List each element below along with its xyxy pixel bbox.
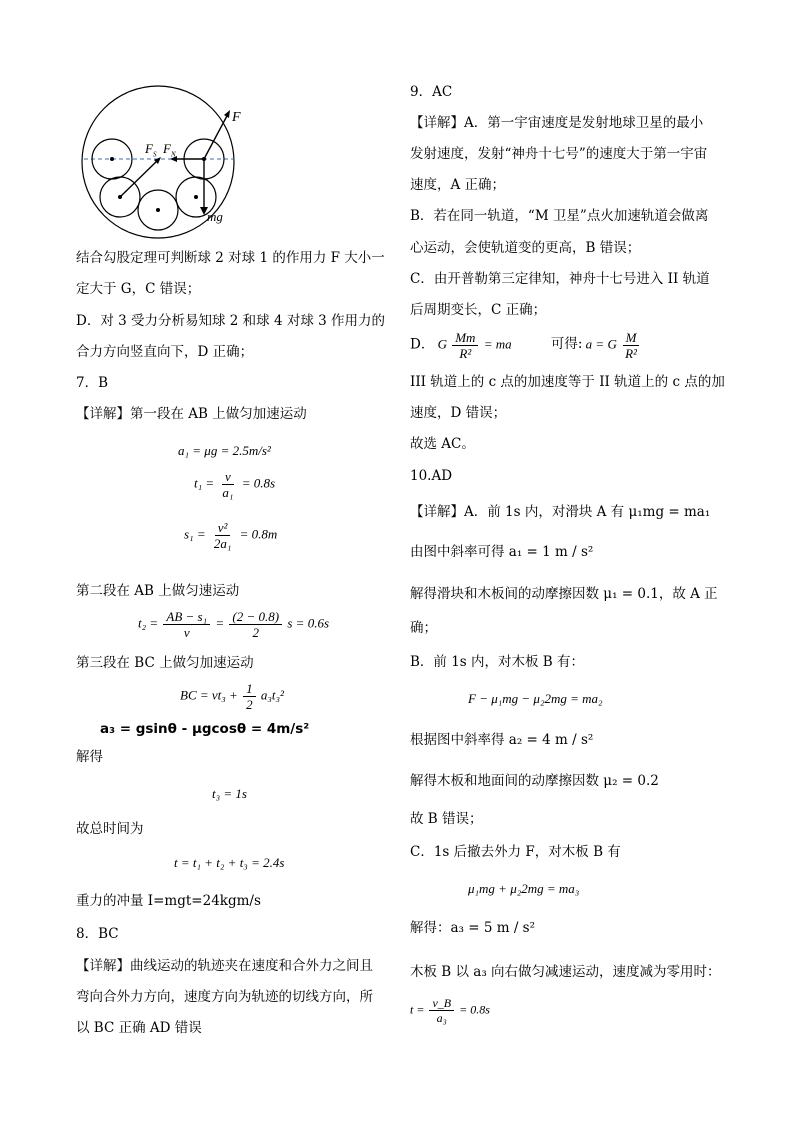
text-line: 解得滑块和木板间的动摩擦因数 μ₁ = 0.1，故 A 正 xyxy=(410,586,718,602)
text-line: B．前 1s 内，对木板 B 有： xyxy=(410,654,585,670)
text-line: 定大于 G，C 错误； xyxy=(76,281,201,297)
text-line: 结合勾股定理可判断球 2 对球 1 的作用力 F 大小一 xyxy=(76,250,385,266)
label-mg: mg xyxy=(207,209,223,224)
question-8: 8．BC xyxy=(76,926,119,942)
text-line: 【详解】A．第一宇宙速度是发射地球卫星的最小 xyxy=(410,115,704,131)
text-line: 发射速度，发射“神舟十七号”的速度大于第一宇宙 xyxy=(410,146,708,162)
text-line: 合力方向竖直向下，D 正确； xyxy=(76,344,254,360)
text-line: 确； xyxy=(410,620,437,636)
text-line: 解得木板和地面间的动摩擦因数 μ₂ = 0.2 xyxy=(410,773,659,789)
equation-t2: t₂ = $\frac{\text{AB − s₁}}{v}$ = $\frac{(2 - 0.8)}{2}$ s = 0.6s xyxy=(138,609,329,640)
text-line: 速度，D 错误； xyxy=(410,405,507,421)
label-Fs: $F_S$ xyxy=(145,141,157,159)
force-diagram xyxy=(78,82,258,242)
text-line: 以 BC 正确 AD 错误 xyxy=(76,1020,202,1036)
text-line: III 轨道上的 c 点的加速度等于 II 轨道上的 c 点的加 xyxy=(410,374,725,390)
text-line: 木板 B 以 a₃ 向右做匀减速运动，速度减为零用时： xyxy=(410,964,721,980)
text-line: 故选 AC。 xyxy=(410,436,475,452)
text-line: 【详解】第一段在 AB 上做匀加速运动 xyxy=(76,406,307,422)
equation-t3: t₃ = 1s xyxy=(212,786,247,801)
text-line: D．对 3 受力分析易知球 2 和球 4 对球 3 作用力的 xyxy=(76,313,386,329)
text-line: 故 B 错误； xyxy=(410,811,483,827)
text-line: 第三段在 BC 上做匀加速运动 xyxy=(76,655,254,671)
label-FN: $F_N$ xyxy=(163,141,176,159)
text-line: 重力的冲量 I=mgt=24kgm/s xyxy=(76,893,261,909)
question-7: 7．B xyxy=(76,375,109,391)
equation-c: μ₁mg + μ₂2mg = ma₃ xyxy=(468,881,580,896)
text-line: C．1s 后撤去外力 F，对木板 B 有 xyxy=(410,844,621,860)
force-F-arrow xyxy=(204,114,228,159)
text-line: 由图中斜率可得 a₁ = 1 m / s² xyxy=(410,544,594,560)
text-line: 第二段在 AB 上做匀速运动 xyxy=(76,583,240,599)
text-line: 解得：a₃ = 5 m / s² xyxy=(410,920,536,936)
equation-gravity: D． G $\frac{Mm}{\text{R²}}$ = ma 可得: a = G $\frac{M}{\text{R²}}$ xyxy=(410,331,642,360)
equation-a3: a₃ = gsinθ - μgcosθ = 4m/s² xyxy=(100,721,310,737)
equation-a1: a₁ = μg = 2.5m/s² xyxy=(178,443,271,458)
text-line: C．由开普勒第三定律知，神舟十七号进入 II 轨道 xyxy=(410,271,710,287)
text-line: 根据图中斜率得 a₂ = 4 m / s² xyxy=(410,732,594,748)
text-line: 【详解】曲线运动的轨迹夹在速度和合外力之间且 xyxy=(76,958,373,974)
equation-time: t = $\frac{v\_B}{\text{a₃}}$ = 0.8s xyxy=(410,996,490,1025)
equation-t1: t₁ = $\frac{v}{\text{a₁}}$ = 0.8s xyxy=(194,469,276,500)
text-line: 心运动，会使轨道变的更高，B 错误； xyxy=(410,240,641,256)
question-10: 10.AD xyxy=(410,468,453,484)
text-line: 弯向合外力方向，速度方向为轨迹的切线方向，所 xyxy=(76,989,373,1005)
text-line: 后周期变长，C 正确； xyxy=(410,302,547,318)
equation-b: F − μ₁mg − μ₂2mg = ma₂ xyxy=(468,691,603,706)
equation-bc: BC = vt₃ + $\frac{1}{2}$ a₃t₃² xyxy=(180,681,284,712)
text-line: 速度，A 正确； xyxy=(410,177,506,193)
equation-total-t: t = t₁ + t₂ + t₃ = 2.4s xyxy=(174,855,285,870)
equation-s1: s₁ = $\frac{\text{v²}}{\text{2a₁}}$ = 0.8m xyxy=(184,520,278,551)
text-line: 【详解】A．前 1s 内，对滑块 A 有 μ₁mg = ma₁ xyxy=(410,504,711,520)
text-line: 解得 xyxy=(76,749,103,765)
text-line: B．若在同一轨道，“M 卫星”点火加速轨道会做离 xyxy=(410,208,709,224)
text-line: 故总时间为 xyxy=(76,821,144,837)
label-F: F xyxy=(232,110,241,125)
question-9: 9．AC xyxy=(410,84,453,100)
